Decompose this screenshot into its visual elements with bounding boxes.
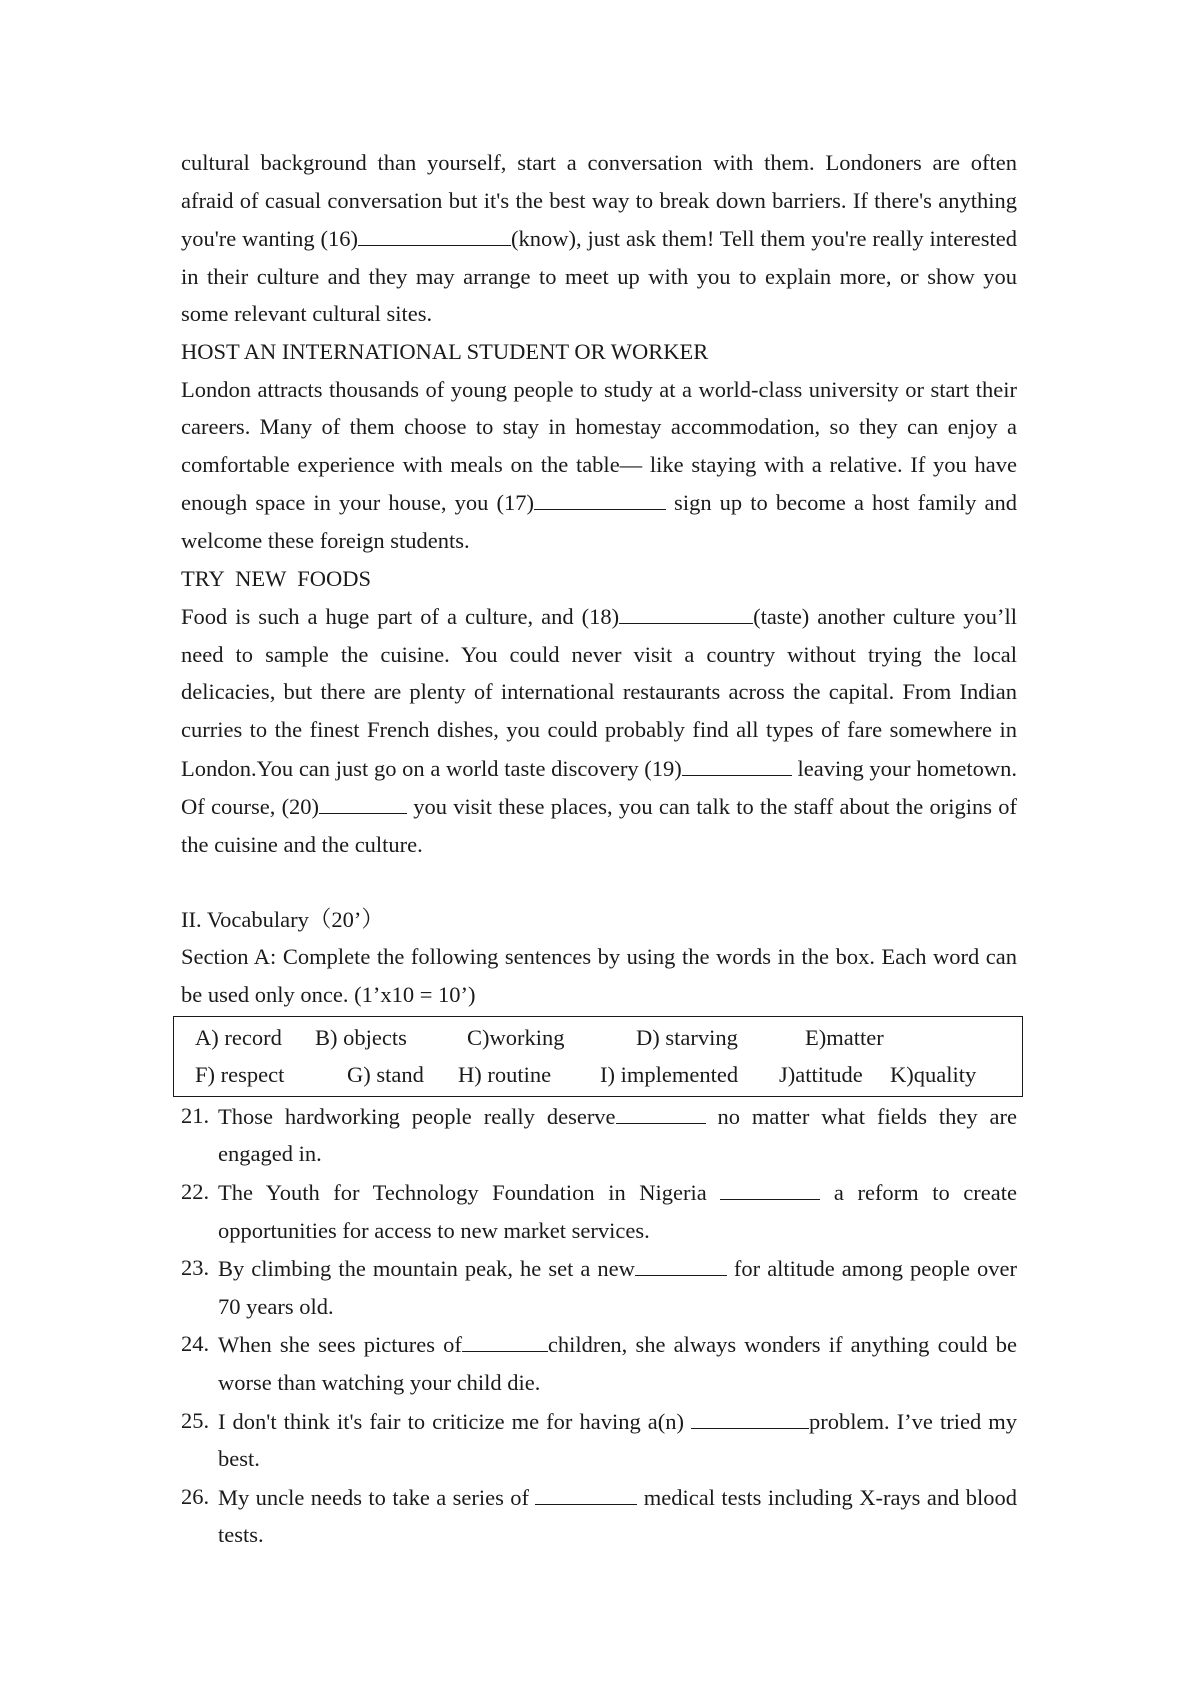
- section-2-title: II. Vocabulary（20’）: [181, 906, 384, 932]
- word-box: [173, 1016, 1023, 1097]
- blank-17[interactable]: [534, 483, 666, 510]
- blank-21[interactable]: [616, 1097, 706, 1124]
- blank-20[interactable]: [319, 787, 407, 814]
- question-21: 21. Those hardworking people really deserve no matter what fields they are engaged in.: [181, 1097, 1017, 1173]
- question-24: 24. When she sees pictures of children, she always wonders if anything could be worse than watching your child die.: [181, 1325, 1017, 1401]
- section-heading-foods: TRY NEW FOODS: [181, 565, 372, 591]
- word-box-row-2: [174, 1056, 1022, 1094]
- blank-16[interactable]: [358, 219, 511, 246]
- word-option: E)matter: [805, 1024, 884, 1050]
- question-22: 22. The Youth for Technology Foundation in Nigeria a reform to create opportunities for access to new market services.: [181, 1173, 1017, 1249]
- passage-paragraph-3: Food is such a huge part of a culture, and (18) (taste) another culture you’ll need to sample the cuisine. You could never visit a country without trying the local delicacies, but there are plenty of international restaurants across the capital. From Indian curries to the finest French dishes, you could probably find all types of fare somewhere in London.You can just go on a world taste discovery (19) leaving your hometown. Of course, (20) you visit these places, you can talk to the staff about the origins of the cuisine and the culture.: [181, 597, 1017, 863]
- passage-paragraph-1: cultural background than yourself, start a conversation with them. Londoners are often afraid of casual conversation but it's the best way to break down barriers. If there's anything you're wanting (16) (know), just ask them! Tell them you're really interested in their culture and they may arrange to meet up with you to explain more, or show you some relevant cultural sites.: [181, 150, 1017, 327]
- word-option: C)working: [467, 1024, 565, 1050]
- word-option: H) routine: [458, 1062, 552, 1088]
- document-page: [181, 144, 1017, 1554]
- word-option: G) stand: [347, 1062, 424, 1088]
- blank-18[interactable]: [619, 597, 753, 624]
- question-23: 23. By climbing the mountain peak, he set a new for altitude among people over 70 years old.: [181, 1249, 1017, 1325]
- word-option: K)quality: [890, 1062, 977, 1088]
- word-box-row-1: [174, 1019, 1022, 1057]
- blank-26[interactable]: [535, 1478, 637, 1505]
- blank-24[interactable]: [462, 1325, 548, 1352]
- word-option: D) starving: [636, 1024, 738, 1050]
- section-heading-host: HOST AN INTERNATIONAL STUDENT OR WORKER: [181, 338, 709, 364]
- word-option: B) objects: [315, 1024, 407, 1050]
- blank-25[interactable]: [691, 1402, 809, 1429]
- passage-paragraph-2: London attracts thousands of young people to study at a world-class university or start their careers. Many of them choose to stay in homestay accommodation, so they can enjoy a comfortable experience with meals on the table— like staying with a relative. If you have enough space in your house, you (17) sign up to become a host family and welcome these foreign students.: [181, 376, 1017, 553]
- word-option: J)attitude: [779, 1062, 863, 1088]
- section-a-instructions: Section A: Complete the following sentences by using the words in the box. Each word can be used only once. (1’x10 = 10’): [181, 944, 1017, 1008]
- blank-22[interactable]: [720, 1173, 820, 1200]
- word-option: A) record: [195, 1024, 282, 1050]
- question-26: 26. My uncle needs to take a series of medical tests including X-rays and blood tests.: [181, 1478, 1017, 1554]
- blank-23[interactable]: [635, 1249, 727, 1276]
- spacer: [181, 863, 1017, 901]
- blank-19[interactable]: [682, 749, 792, 776]
- word-option: F) respect: [195, 1062, 285, 1088]
- question-25: 25. I don't think it's fair to criticize me for having a(n) problem. I’ve tried my best.: [181, 1402, 1017, 1478]
- word-option: I) implemented: [600, 1062, 739, 1088]
